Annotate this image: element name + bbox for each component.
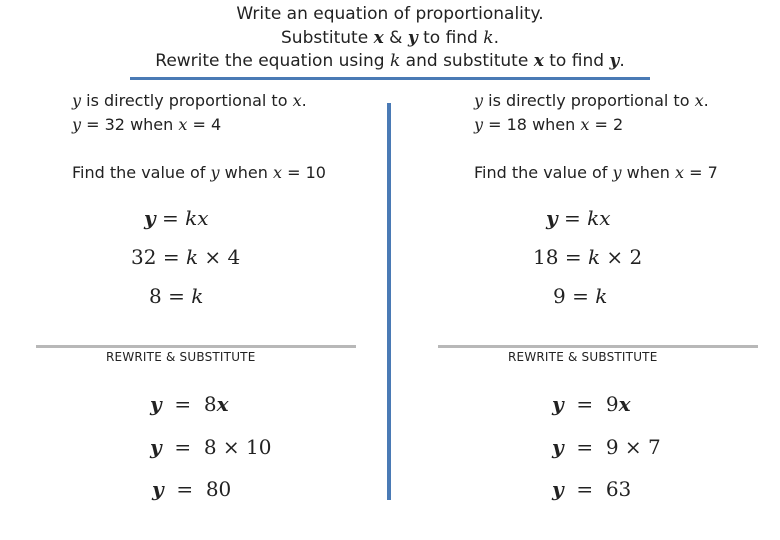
right-equation-4: y = 9x bbox=[552, 392, 631, 416]
right-given-values: y = 18 when x = 2 bbox=[474, 115, 624, 134]
left-equation-2: 32 = k × 4 bbox=[131, 245, 241, 269]
left-equation-6: y = 80 bbox=[152, 477, 232, 501]
right-equation-3: 9 = k bbox=[553, 284, 608, 308]
center-divider bbox=[387, 103, 391, 500]
title-line-3: Rewrite the equation using k and substitute x to find y. bbox=[155, 51, 625, 71]
title-line-1: Write an equation of proportionality. bbox=[236, 4, 544, 24]
right-equation-2: 18 = k × 2 bbox=[533, 245, 643, 269]
left-equation-5: y = 8 × 10 bbox=[150, 435, 272, 459]
header-underline bbox=[130, 77, 650, 80]
left-proportional-statement: y is directly proportional to x. bbox=[72, 91, 307, 110]
left-equation-4: y = 8x bbox=[150, 392, 229, 416]
left-equation-3: 8 = k bbox=[149, 284, 204, 308]
left-divider bbox=[36, 345, 356, 348]
right-equation-5: y = 9 × 7 bbox=[552, 435, 661, 459]
right-rewrite-label: REWRITE & SUBSTITUTE bbox=[508, 350, 658, 364]
left-equation-1: y = kx bbox=[144, 206, 209, 230]
right-equation-6: y = 63 bbox=[552, 477, 632, 501]
title-line-2: Substitute x & y to find k. bbox=[281, 28, 499, 48]
left-question: Find the value of y when x = 10 bbox=[72, 163, 326, 182]
left-rewrite-label: REWRITE & SUBSTITUTE bbox=[106, 350, 256, 364]
right-question: Find the value of y when x = 7 bbox=[474, 163, 718, 182]
left-given-values: y = 32 when x = 4 bbox=[72, 115, 222, 134]
right-divider bbox=[438, 345, 758, 348]
right-equation-1: y = kx bbox=[546, 206, 611, 230]
right-proportional-statement: y is directly proportional to x. bbox=[474, 91, 709, 110]
